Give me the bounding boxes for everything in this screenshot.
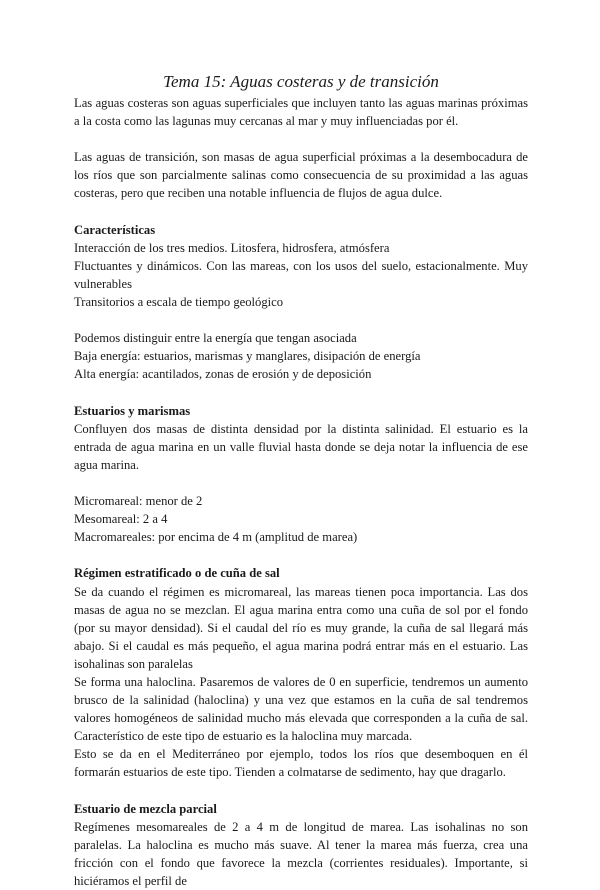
section-heading: Estuarios y marismas bbox=[74, 403, 191, 418]
body-paragraph: Regímenes mesomareales de 2 a 4 m de longitud de marea. Las isohalinas no son paralelas. La haloclina es mucho más suave. Al tener la marea más fuerza, crea una fricción con el fondo que favorece la mezcla (corrientes residuales). Importante, si hiciéramos el perfil de bbox=[74, 819, 528, 889]
body-paragraph: Confluyen dos masas de distinta densidad por la distinta salinidad. El estuario es la entrada de agua marina en un valle fluvial hasta donde se deja notar la influencia de ese agua marina. bbox=[74, 421, 528, 472]
document-body bbox=[74, 70, 528, 890]
section-heading: Estuario de mezcla parcial bbox=[74, 801, 217, 816]
body-paragraph: Se forma una haloclina. Pasaremos de valores de 0 en superficie, tendremos un aumento brusco de la salinidad (haloclina) y una vez que estamos en la cuña de sal tendremos valores homogéneos de salinidad mucho más elevada que corresponden a la cuña de sal. Característico de este tipo de estuario es la haloclina muy marcada. bbox=[74, 675, 528, 744]
section-heading: Características bbox=[74, 222, 156, 237]
intro-paragraph: Las aguas de transición, son masas de agua superficial próximas a la desembocadura de los ríos que son parcialmente salinas como consecuencia de su proximidad a las aguas costeras, pero que reciben una notable influencia de flujos de agua dulce. bbox=[74, 150, 528, 201]
text-line: Macromareales: por encima de 4 m (amplitud de marea) bbox=[74, 530, 358, 545]
intro-paragraph: Las aguas costeras son aguas superficiales que incluyen tanto las aguas marinas próximas a la costa como las lagunas muy cercanas al mar y muy influenciadas por él. bbox=[74, 96, 528, 129]
text-line: Micromareal: menor de 2 bbox=[74, 494, 203, 509]
body-paragraph: Se da cuando el régimen es micromareal, las mareas tienen poca importancia. Las dos masas de agua no se mezclan. El agua marina entra como una cuña de sol por el fondo (por su mayor densidad). Si el caudal del río es muy grande, la cuña de sal llegará más abajo. Si el caudal es más pequeño, el agua marina podrá entrar más en el estuario. Las isohalinas son paralelas bbox=[74, 584, 528, 671]
text-line: Podemos distinguir entre la energía que tengan asociada bbox=[74, 331, 357, 346]
text-line: Mesomareal: 2 a 4 bbox=[74, 512, 168, 527]
text-line: Interacción de los tres medios. Litosfera, hidrosfera, atmósfera bbox=[74, 240, 390, 255]
section-heading: Régimen estratificado o de cuña de sal bbox=[74, 566, 280, 581]
text-line: Baja energía: estuarios, marismas y manglares, disipación de energía bbox=[74, 349, 421, 364]
page-title: Tema 15: Aguas costeras y de transición bbox=[163, 72, 439, 91]
text-line: Transitorios a escala de tiempo geológico bbox=[74, 295, 284, 310]
text-line: Alta energía: acantilados, zonas de erosión y de deposición bbox=[74, 367, 372, 382]
body-paragraph: Esto se da en el Mediterráneo por ejemplo, todos los ríos que desemboquen en él formarán estuarios de este tipo. Tienden a colmatarse de sedimento, hay que dragarlo. bbox=[74, 747, 528, 780]
text-line: Fluctuantes y dinámicos. Con las mareas, con los usos del suelo, estacionalmente. Muy vulnerables bbox=[74, 258, 528, 291]
